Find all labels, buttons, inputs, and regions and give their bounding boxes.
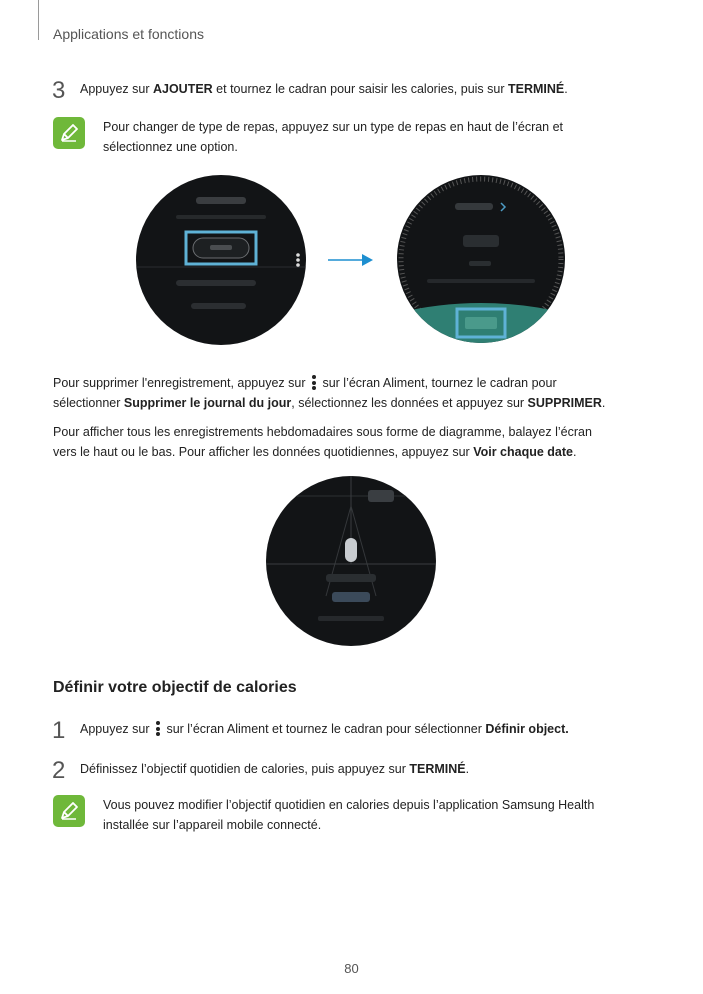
page-number: 80 [344, 961, 359, 976]
header-title: Applications et fonctions [53, 26, 204, 42]
note-2 [53, 795, 594, 835]
step-1 [52, 717, 569, 744]
step-text: Définissez l’objectif quotidien de calories, puis appuyez sur TERMINÉ. [80, 762, 470, 776]
watch-screen-calorie-dial [397, 175, 565, 343]
step-number: 3 [52, 77, 66, 104]
header-divider [38, 0, 39, 40]
step-number: 2 [52, 757, 66, 784]
step-text: Appuyez sur sur l’écran Aliment et tournez le cadran pour sélectionner Définir object. [80, 722, 569, 736]
note-1 [53, 117, 563, 157]
note-text: Pour changer de type de repas, appuyez sur un type de repas en haut de l’écran et sélectionnez une option. [103, 120, 564, 154]
step-3 [52, 77, 568, 104]
step-text: Appuyez sur AJOUTER et tournez le cadran pour saisir les calories, puis sur TERMINÉ. [80, 82, 568, 96]
watch-screen-weekly-graph [266, 476, 436, 646]
watch-screen-food-entry [136, 175, 306, 345]
paragraph-view-records: Pour afficher tous les enregistrements hebdomadaires sous forme de diagramme, balayez l’écran vers le haut ou le bas. Pour afficher les données quotidiennes, appuyez sur Voir chaque date. [53, 425, 592, 459]
note-pencil-icon [53, 117, 85, 149]
step-number: 1 [52, 717, 66, 744]
section-title: Définir votre objectif de calories [53, 679, 297, 696]
step-2 [52, 757, 470, 784]
more-options-icon [312, 375, 316, 390]
paragraph-delete-record: Pour supprimer l'enregistrement, appuyez sur sur l’écran Aliment, tournez le cadran pour sélectionner Supprimer le journal du jour, sélectionnez les données et appuyez sur SUPPRIMER. [53, 376, 606, 410]
note-text: Vous pouvez modifier l’objectif quotidien en calories depuis l’application Samsung Health installée sur l’appareil mobile connecté. [103, 798, 595, 832]
note-pencil-icon [53, 795, 85, 827]
more-options-icon [156, 721, 160, 736]
arrow-right-icon [328, 252, 374, 268]
